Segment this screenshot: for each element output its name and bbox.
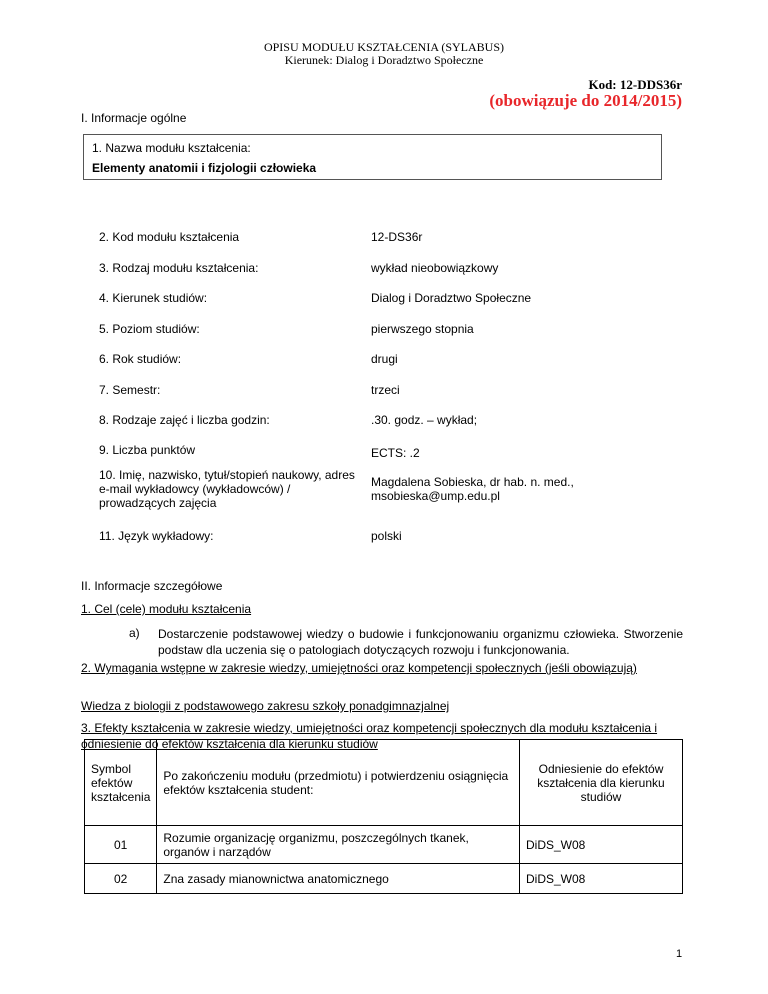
info-value: Magdalena Sobieska, dr hab. n. med., msobieska@ump.edu.pl <box>371 475 574 503</box>
info-label: 4. Kierunek studiów: <box>99 291 208 305</box>
info-value: .30. godz. – wykład; <box>371 413 478 427</box>
module-name-label: 1. Nazwa modułu kształcenia: <box>92 141 251 155</box>
section-1-heading: I. Informacje ogólne <box>81 111 187 125</box>
goal-text: Dostarczenie podstawowej wiedzy o budowie i funkcjonowaniu organizmu człowieka. Stworzenie podstaw dla uczenia się o patologiach dotyczących rozwoju i funkcjonowania. <box>158 627 683 657</box>
validity-note: (obowiązuje do 2014/2015) <box>489 91 682 110</box>
table-cell-symbol: 02 <box>85 864 157 894</box>
table-row <box>85 826 683 864</box>
info-label: 10. Imię, nazwisko, tytuł/stopień naukowy, adres e-mail wykładowcy (wykładowców) / prowadzących zajęcia <box>99 468 355 510</box>
table-cell-reference: DiDS_W08 <box>520 864 683 894</box>
effects-table <box>84 739 683 894</box>
table-cell-outcome: Rozumie organizację organizmu, poszczególnych tkanek, organów i narządów <box>157 826 520 864</box>
module-code: Kod: 12-DDS36r <box>588 77 682 92</box>
goal-marker: a) <box>129 626 140 640</box>
info-value: pierwszego stopnia <box>371 322 474 336</box>
info-value: Dialog i Doradztwo Społeczne <box>371 291 532 305</box>
info-value: trzeci <box>371 383 400 397</box>
info-label: 8. Rodzaje zajęć i liczba godzin: <box>99 413 270 427</box>
info-label: 11. Język wykładowy: <box>99 529 214 543</box>
requirements-text: Wiedza z biologii z podstawowego zakresu szkoły ponadgimnazjalnej <box>81 699 450 713</box>
section-2-heading: II. Informacje szczegółowe <box>81 579 223 593</box>
info-label: 7. Semestr: <box>99 383 161 397</box>
info-label: 2. Kod modułu kształcenia <box>99 230 240 244</box>
table-header-outcome: Po zakończeniu modułu (przedmiotu) i potwierdzeniu osiągnięcia efektów kształcenia student: <box>157 740 520 826</box>
info-label: 5. Poziom studiów: <box>99 322 200 336</box>
module-name-value: Elementy anatomii i fizjologii człowieka <box>92 161 317 175</box>
info-label: 3. Rodzaj modułu kształcenia: <box>99 261 259 275</box>
table-cell-reference: DiDS_W08 <box>520 826 683 864</box>
goal-heading: 1. Cel (cele) modułu kształcenia <box>81 602 252 616</box>
table-cell-outcome: Zna zasady mianownictwa anatomicznego <box>157 864 520 894</box>
requirements-heading: 2. Wymagania wstępne w zakresie wiedzy, umiejętności oraz kompetencji społecznych (jeśli obowiązują) <box>81 661 637 675</box>
info-value: wykład nieobowiązkowy <box>371 261 499 275</box>
table-cell-symbol: 01 <box>85 826 157 864</box>
info-value: ECTS: .2 <box>371 446 420 460</box>
info-label: 9. Liczba punktów <box>99 443 196 457</box>
page-number: 1 <box>676 948 683 960</box>
info-label: 6. Rok studiów: <box>99 352 182 366</box>
info-value: drugi <box>371 352 398 366</box>
info-value: 12-DS36r <box>371 230 423 244</box>
document-subtitle: Kierunek: Dialog i Doradztwo Społeczne <box>284 53 484 67</box>
effects-heading: 3. Efekty kształcenia w zakresie wiedzy, umiejętności oraz kompetencji społecznych dla modułu kształcenia i odniesienie do efektów kształcenia dla kierunku studiów <box>81 721 658 751</box>
info-value: polski <box>371 529 402 543</box>
table-header-symbol: Symbol efektów kształcenia <box>85 740 157 826</box>
table-header-row <box>85 740 683 826</box>
document-title: OPISU MODUŁU KSZTAŁCENIA (SYLABUS) <box>263 40 505 54</box>
table-row <box>85 864 683 894</box>
module-name-box <box>83 134 662 180</box>
table-header-reference: Odniesienie do efektów kształcenia dla kierunku studiów <box>520 740 683 826</box>
